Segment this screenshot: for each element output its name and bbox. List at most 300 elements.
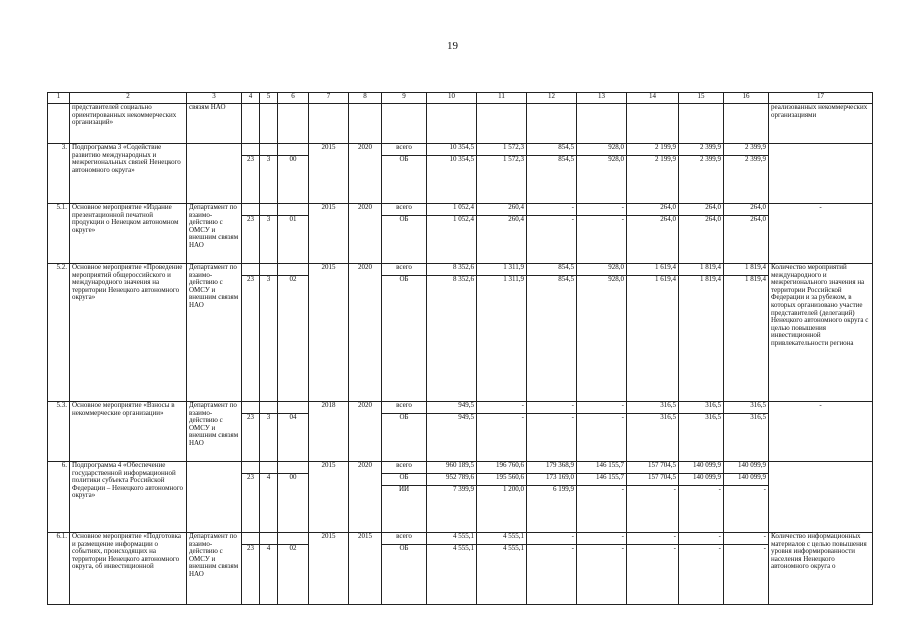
amount-value: 316,5: [627, 402, 678, 414]
amount-value: 140 099,9: [679, 462, 723, 474]
code-subtable: [242, 402, 259, 425]
amount-value: -: [577, 204, 626, 216]
code-empty: [242, 462, 259, 474]
header-cell: 16: [724, 93, 769, 104]
amount-cell: [724, 204, 769, 264]
header-cell: 15: [679, 93, 724, 104]
amount-subtable: [527, 264, 576, 287]
amount-subtable: [477, 533, 526, 556]
amount-subtable: [679, 462, 723, 497]
code-cell: [260, 264, 278, 402]
amount-cell: [527, 144, 577, 204]
funding-source-cell: [382, 204, 427, 264]
code-empty: [278, 144, 308, 156]
code-value: 00: [289, 473, 297, 481]
funding-source: ОБ: [399, 215, 409, 223]
amount-cell: [724, 402, 769, 462]
amount-value: -: [527, 533, 576, 545]
row-result: Количество мероприятий международного и межрегионального значения на территории Российской Федерации и за рубежом, в которых организовано участие представителей (делегаций) Ненецкого автономного округа с целью повышения инвестиционной привлекательности региона: [769, 264, 873, 402]
amount-subtable: [382, 264, 426, 287]
amount-value: -: [577, 533, 626, 545]
table-row: [48, 264, 873, 402]
amount-cell: [477, 264, 527, 402]
code-cell: [278, 144, 309, 204]
code-empty: [260, 264, 277, 276]
start-year: 2015: [309, 264, 349, 402]
table-row: [48, 462, 873, 533]
code-cell: [260, 204, 278, 264]
empty-cell: [427, 104, 477, 144]
amount-subtable: [627, 462, 678, 497]
end-year: 2020: [349, 204, 382, 264]
amount-value: 854,5: [558, 275, 574, 283]
funding-source: ОБ: [399, 544, 409, 552]
page-number: 19: [447, 40, 458, 52]
code-value: 00: [289, 155, 297, 163]
amount-cell: [577, 144, 627, 204]
funding-source: ИИ: [398, 485, 410, 493]
amount-value: -: [763, 544, 766, 552]
amount-value: 949,5: [458, 413, 474, 421]
amount-subtable: [724, 533, 768, 556]
amount-subtable: [477, 144, 526, 167]
row-name: Основное мероприятие «Взносы в некоммерческие организации»: [70, 402, 187, 462]
amount-value: 2 399,9: [679, 144, 723, 156]
amount-cell: [679, 462, 724, 533]
amount-subtable: [577, 533, 626, 556]
amount-value: 928,0: [577, 264, 626, 276]
code-subtable: [278, 462, 308, 485]
funding-source-cell: [382, 402, 427, 462]
amount-subtable: [477, 462, 526, 497]
amount-cell: [724, 462, 769, 533]
amount-value: 179 368,9: [527, 462, 576, 474]
table-row: [48, 204, 873, 264]
amount-cell: [427, 533, 477, 605]
code-subtable: [260, 144, 277, 167]
amount-value: 8 352,6: [427, 264, 476, 276]
funding-source: всего: [382, 264, 426, 276]
amount-cell: [427, 462, 477, 533]
amount-cell: [527, 533, 577, 605]
amount-subtable: [627, 204, 678, 227]
row-name: Основное мероприятие «Проведение мероприятий общероссийского и международного значения на территории Ненецкого автономного округа»: [70, 264, 187, 402]
funding-source-cell: [382, 264, 427, 402]
row-result: -: [769, 402, 873, 462]
funding-source-cell: [382, 462, 427, 533]
row-number: 3.: [48, 144, 70, 204]
amount-subtable: [382, 462, 426, 497]
amount-cell: [427, 144, 477, 204]
amount-cell: [627, 144, 679, 204]
start-year: 2015: [309, 533, 349, 605]
amount-value: 854,5: [527, 264, 576, 276]
code-cell: [278, 462, 309, 533]
header-cell: 5: [260, 93, 278, 104]
code-empty: [260, 533, 277, 545]
amount-subtable: [427, 264, 476, 287]
code-subtable: [242, 264, 259, 287]
code-cell: [242, 204, 260, 264]
amount-value: 4 555,1: [427, 533, 476, 545]
funding-source: ОБ: [399, 413, 409, 421]
amount-value: 1 200,0: [503, 485, 524, 493]
code-value: 23: [247, 275, 254, 283]
amount-value: 264,0: [705, 215, 721, 223]
amount-cell: [627, 533, 679, 605]
amount-value: 316,5: [660, 413, 676, 421]
amount-value: 264,0: [750, 215, 766, 223]
code-cell: [242, 402, 260, 462]
amount-cell: [427, 264, 477, 402]
amount-value: 264,0: [660, 215, 676, 223]
code-cell: [260, 462, 278, 533]
amount-cell: [724, 144, 769, 204]
amount-cell: [527, 462, 577, 533]
amount-value: 1 819,4: [724, 264, 768, 276]
header-cell: 4: [242, 93, 260, 104]
code-empty: [278, 402, 308, 414]
code-subtable: [242, 462, 259, 485]
funding-source-cell: [382, 144, 427, 204]
row-name: представителей социально ориентированных некоммерческих организаций»: [70, 104, 187, 144]
amount-value: 4 555,1: [503, 544, 524, 552]
code-empty: [278, 204, 308, 216]
amount-value: 2 399,9: [700, 155, 721, 163]
continuation-row: [48, 104, 873, 144]
amount-cell: [477, 204, 527, 264]
amount-cell: [679, 264, 724, 402]
amount-value: 2 199,9: [655, 155, 676, 163]
amount-value: 316,5: [724, 402, 768, 414]
amount-subtable: [724, 204, 768, 227]
amount-value: 1 619,4: [627, 264, 678, 276]
code-cell: [278, 204, 309, 264]
end-year: 2020: [349, 264, 382, 402]
amount-cell: [477, 533, 527, 605]
code-subtable: [260, 533, 277, 556]
amount-subtable: [427, 204, 476, 227]
amount-subtable: [679, 264, 723, 287]
code-cell: [260, 144, 278, 204]
row-executor: Департамент по взаимо-действию с ОМСУ и внешним связям НАО: [187, 264, 242, 402]
amount-cell: [724, 533, 769, 605]
amount-cell: [724, 264, 769, 402]
header-cell: 9: [382, 93, 427, 104]
amount-cell: [627, 402, 679, 462]
amount-value: -: [673, 485, 676, 493]
amount-value: 1 311,9: [503, 275, 524, 283]
amount-value: 196 760,6: [477, 462, 526, 474]
amount-value: 949,5: [427, 402, 476, 414]
empty-cell: [349, 104, 382, 144]
amount-cell: [679, 204, 724, 264]
amount-value: -: [621, 215, 624, 223]
amount-subtable: [724, 402, 768, 425]
code-empty: [260, 462, 277, 474]
amount-value: 195 560,6: [477, 474, 526, 486]
funding-source: всего: [382, 402, 426, 414]
amount-value: -: [621, 544, 624, 552]
code-subtable: [260, 402, 277, 425]
amount-subtable: [724, 264, 768, 287]
code-value: 23: [247, 413, 254, 421]
code-subtable: [242, 204, 259, 227]
amount-subtable: [382, 533, 426, 556]
amount-value: 4 555,1: [453, 544, 474, 552]
amount-value: 952 789,6: [427, 474, 476, 486]
program-table: [47, 92, 873, 605]
row-executor: [187, 462, 242, 533]
empty-cell: [260, 104, 278, 144]
code-value: 23: [247, 215, 254, 223]
empty-cell: [278, 104, 309, 144]
row-name: Подпрограмма 4 «Обеспечение государственной информационной политики субъекта Российской Федерации – Ненецкого автономного округа»: [70, 462, 187, 533]
amount-value: 1 052,4: [427, 204, 476, 216]
amount-cell: [577, 533, 627, 605]
code-subtable: [242, 533, 259, 556]
code-subtable: [260, 264, 277, 287]
row-executor: Департамент по взаимо-действию с ОМСУ и внешним связям НАО: [187, 402, 242, 462]
amount-subtable: [679, 204, 723, 227]
amount-subtable: [527, 402, 576, 425]
amount-value: -: [621, 485, 624, 493]
amount-value: 264,0: [627, 204, 678, 216]
row-number: 5.1.: [48, 204, 70, 264]
empty-cell: [724, 104, 769, 144]
header-cell: 11: [477, 93, 527, 104]
amount-value: 316,5: [679, 402, 723, 414]
empty-cell: [477, 104, 527, 144]
amount-value: -: [527, 402, 576, 414]
amount-value: 4 555,1: [477, 533, 526, 545]
row-number: 6.: [48, 462, 70, 533]
start-year: 2018: [309, 402, 349, 462]
amount-cell: [477, 144, 527, 204]
funding-source-cell: [382, 533, 427, 605]
amount-value: 928,0: [608, 155, 624, 163]
amount-subtable: [477, 204, 526, 227]
code-empty: [278, 533, 308, 545]
funding-source: всего: [382, 462, 426, 474]
funding-source: всего: [382, 533, 426, 545]
amount-value: 854,5: [527, 144, 576, 156]
code-value: 23: [247, 473, 254, 481]
amount-value: -: [621, 413, 624, 421]
amount-subtable: [477, 264, 526, 287]
amount-subtable: [527, 144, 576, 167]
code-cell: [278, 264, 309, 402]
amount-value: 146 155,7: [577, 474, 626, 486]
amount-value: -: [718, 485, 721, 493]
code-cell: [242, 264, 260, 402]
amount-value: 928,0: [608, 275, 624, 283]
amount-subtable: [427, 533, 476, 556]
amount-value: 316,5: [750, 413, 766, 421]
code-value: 3: [266, 215, 271, 223]
amount-value: 1 819,4: [679, 264, 723, 276]
amount-cell: [679, 402, 724, 462]
header-cell: 2: [70, 93, 187, 104]
code-empty: [242, 204, 259, 216]
amount-value: 1 572,3: [477, 144, 526, 156]
amount-subtable: [527, 462, 576, 497]
amount-value: -: [571, 215, 574, 223]
amount-cell: [527, 204, 577, 264]
row-result: Количество информационных материалов с целью повышения уровня информированности населения Ненецкого автономного округа о: [769, 533, 873, 605]
table-row: [48, 144, 873, 204]
amount-subtable: [577, 402, 626, 425]
code-empty: [242, 402, 259, 414]
amount-value: 2 399,9: [724, 144, 768, 156]
amount-value: 960 189,5: [427, 462, 476, 474]
amount-cell: [627, 204, 679, 264]
amount-cell: [427, 204, 477, 264]
amount-value: 2 399,9: [745, 155, 766, 163]
code-subtable: [278, 533, 308, 556]
row-executor: Департамент по взаимо-действию с ОМСУ и внешним связям НАО: [187, 204, 242, 264]
amount-value: -: [724, 533, 768, 545]
start-year: 2015: [309, 144, 349, 204]
code-value: 4: [266, 473, 271, 481]
row-name: Подпрограмма 3 «Содействие развитию международных и межрегиональных связей Ненецкого автономного округа»: [70, 144, 187, 204]
amount-subtable: [427, 144, 476, 167]
amount-subtable: [679, 402, 723, 425]
amount-cell: [577, 402, 627, 462]
empty-cell: [527, 104, 577, 144]
empty-cell: [382, 104, 427, 144]
row-name: Основное мероприятие «Подготовка и размещение информации о событиях, происходящих на территории Ненецкого автономного округа, об инвестиционной: [70, 533, 187, 605]
code-empty: [278, 462, 308, 474]
code-subtable: [278, 264, 308, 287]
amount-value: 264,0: [679, 204, 723, 216]
amount-subtable: [527, 204, 576, 227]
code-cell: [278, 533, 309, 605]
code-cell: [260, 402, 278, 462]
header-cell: 10: [427, 93, 477, 104]
empty-cell: [242, 104, 260, 144]
funding-source: ОБ: [382, 474, 426, 486]
amount-value: 1 819,4: [745, 275, 766, 283]
row-number: 5.2.: [48, 264, 70, 402]
amount-value: 854,5: [558, 155, 574, 163]
amount-value: 1 311,9: [477, 264, 526, 276]
row-result: [769, 462, 873, 533]
amount-cell: [627, 264, 679, 402]
amount-value: 928,0: [577, 144, 626, 156]
amount-cell: [527, 402, 577, 462]
empty-cell: [679, 104, 724, 144]
row-result: реализованных некоммерческих организациями: [769, 104, 873, 144]
amount-subtable: [627, 144, 678, 167]
amount-subtable: [577, 264, 626, 287]
end-year: 2020: [349, 144, 382, 204]
code-value: 23: [247, 155, 254, 163]
amount-subtable: [627, 533, 678, 556]
amount-cell: [477, 402, 527, 462]
header-cell: 13: [577, 93, 627, 104]
code-value: 02: [289, 544, 297, 552]
header-cell: 8: [349, 93, 382, 104]
amount-subtable: [679, 144, 723, 167]
amount-value: 140 099,9: [724, 462, 768, 474]
code-subtable: [260, 462, 277, 485]
amount-value: 1 052,4: [453, 215, 474, 223]
amount-subtable: [724, 144, 768, 167]
amount-subtable: [477, 402, 526, 425]
code-subtable: [278, 204, 308, 227]
amount-value: 2 199,9: [627, 144, 678, 156]
end-year: 2020: [349, 402, 382, 462]
amount-cell: [477, 462, 527, 533]
amount-value: 157 704,5: [627, 474, 678, 486]
header-row: [48, 93, 873, 104]
table-row: [48, 533, 873, 605]
header-cell: 7: [309, 93, 349, 104]
amount-value: 1 572,3: [503, 155, 524, 163]
header-cell: 14: [627, 93, 679, 104]
empty-cell: [309, 104, 349, 144]
amount-subtable: [427, 462, 476, 497]
code-value: 4: [266, 544, 271, 552]
header-cell: 6: [278, 93, 309, 104]
amount-value: -: [673, 544, 676, 552]
amount-value: 6 199,9: [553, 485, 574, 493]
code-value: 3: [266, 275, 271, 283]
start-year: 2015: [309, 204, 349, 264]
amount-subtable: [527, 533, 576, 556]
row-executor: Департамент по взаимо-действию с ОМСУ и внешним связям НАО: [187, 533, 242, 605]
amount-value: -: [627, 533, 678, 545]
row-executor: связям НАО: [187, 104, 242, 144]
code-empty: [242, 533, 259, 545]
row-number: 6.1.: [48, 533, 70, 605]
amount-subtable: [382, 402, 426, 425]
amount-subtable: [627, 402, 678, 425]
code-value: 23: [247, 544, 254, 552]
amount-value: 1 819,4: [700, 275, 721, 283]
amount-value: -: [477, 402, 526, 414]
amount-subtable: [577, 144, 626, 167]
row-number: 5.3.: [48, 402, 70, 462]
code-cell: [242, 533, 260, 605]
amount-cell: [577, 204, 627, 264]
amount-value: -: [571, 413, 574, 421]
code-empty: [242, 144, 259, 156]
code-subtable: [260, 204, 277, 227]
row-result: -: [769, 204, 873, 264]
code-empty: [278, 264, 308, 276]
amount-cell: [679, 144, 724, 204]
code-subtable: [242, 144, 259, 167]
amount-cell: [679, 533, 724, 605]
amount-value: 157 704,5: [627, 462, 678, 474]
amount-value: -: [679, 533, 723, 545]
code-cell: [260, 533, 278, 605]
amount-subtable: [382, 204, 426, 227]
amount-cell: [577, 264, 627, 402]
amount-value: 1 619,4: [655, 275, 676, 283]
code-value: 02: [289, 275, 297, 283]
amount-cell: [527, 264, 577, 402]
table-row: [48, 402, 873, 462]
empty-cell: [627, 104, 679, 144]
amount-subtable: [382, 144, 426, 167]
amount-cell: [577, 462, 627, 533]
amount-value: 8 352,6: [453, 275, 474, 283]
amount-value: -: [527, 204, 576, 216]
start-year: 2015: [309, 462, 349, 533]
